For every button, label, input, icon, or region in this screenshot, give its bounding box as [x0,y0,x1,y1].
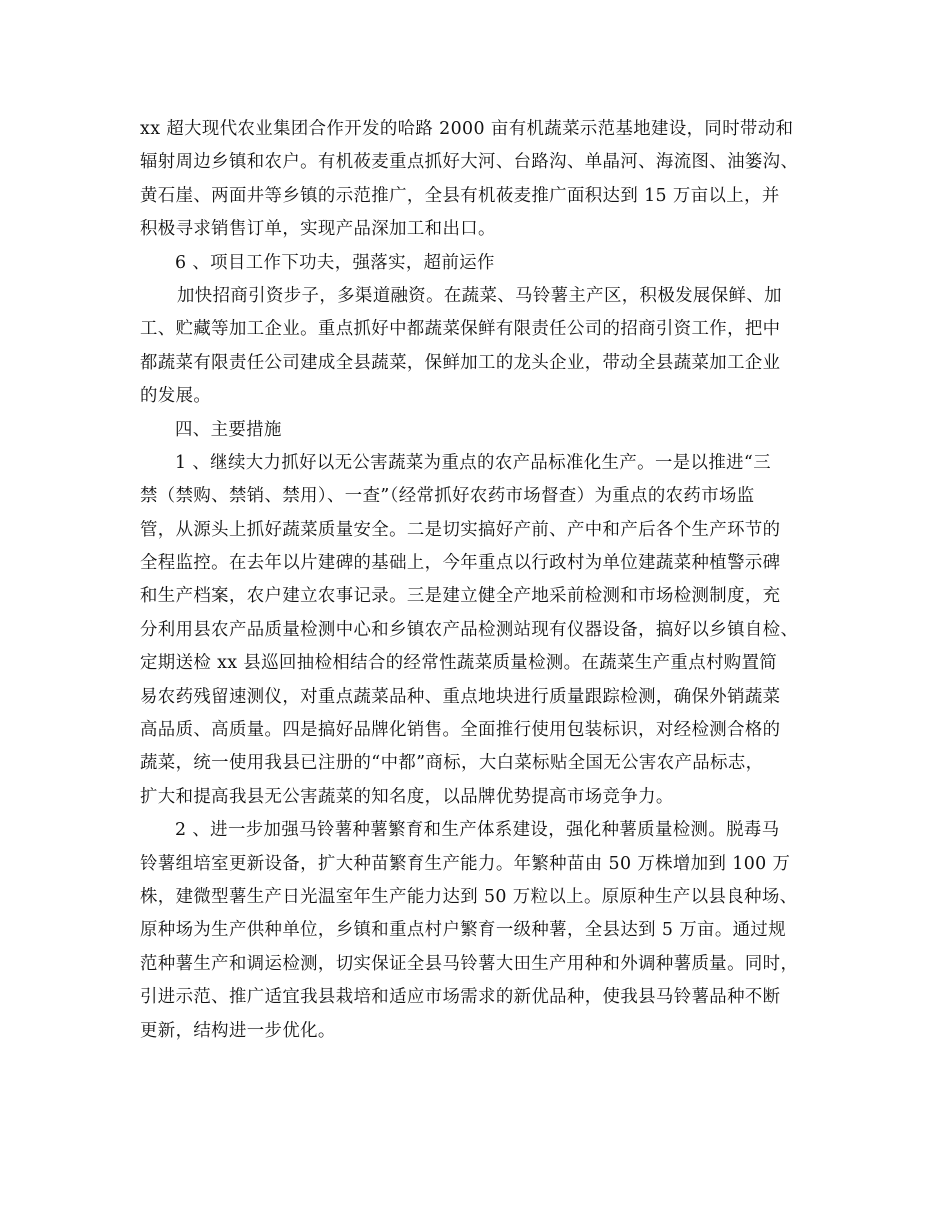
text-line: xx 超大现代农业集团合作开发的哈路 2000 亩有机蔬菜示范基地建设，同时带动和 [140,119,794,139]
text-line: 工、贮藏等加工企业。重点抓好中都蔬菜保鲜有限责任公司的招商引资工作，把中 [140,319,781,340]
text-line: 辐射周边乡镇和农户。有机莜麦重点抓好大河、台路沟、单晶河、海流图、油篓沟、 [140,152,799,173]
text-line: 更新，结构进一步优化。 [140,1020,336,1041]
text-line: 株，建微型薯生产日光温室年生产能力达到 50 万粒以上。原原种生产以县良种场、 [140,886,798,907]
text-line: 蔬菜，统一使用我县已注册的“中都”商标，大白菜标贴全国无公害农产品标志， [140,753,764,774]
text-line: 引进示范、推广适宜我县栽培和适应市场需求的新优品种，使我县马铃薯品种不断 [140,987,781,1008]
text-line: 原种场为生产供种单位，乡镇和重点村户繁育一级种薯，全县达到 5 万亩。通过规 [140,920,786,941]
text-line: 易农药残留速测仪，对重点蔬菜品种、重点地块进行质量跟踪检测，确保外销蔬菜 [140,686,781,707]
text-line: 积极寻求销售订单，实现产品深加工和出口。 [140,219,496,240]
text-line: 都蔬菜有限责任公司建成全县蔬菜，保鲜加工的龙头企业，带动全县蔬菜加工企业 [140,352,781,373]
text-line: 禁（禁购、禁销、禁用）、一查”（经常抓好农药市场督查）为重点的农药市场监 [140,486,755,507]
document-body [140,113,816,1048]
text-line: 铃薯组培室更新设备，扩大种苗繁育生产能力。年繁种苗由 50 万株增加到 100 万 [140,853,791,874]
text-line: 加快招商引资步子，多渠道融资。在蔬菜、马铃薯主产区，积极发展保鲜、加 [177,285,782,306]
text-line: 范种薯生产和调运检测，切实保证全县马铃薯大田生产用种和外调种薯质量。同时， [140,953,799,974]
section-heading: 6 、项目工作下功夫，强落实，超前运作 [175,252,495,273]
text-line: 黄石崖、两面井等乡镇的示范推广，全县有机莜麦推广面积达到 15 万亩以上，并 [140,185,780,206]
section-heading: 四、主要措施 [175,419,282,440]
text-line: 全程监控。在去年以片建碑的基础上，今年重点以行政村为单位建蔬菜种植警示碑 [140,553,781,574]
text-line: 和生产档案，农户建立农事记录。三是建立健全产地采前检测和市场检测制度，充 [140,586,781,607]
text-line: 管，从源头上抓好蔬菜质量安全。二是切实搞好产前、产中和产后各个生产环节的 [140,519,781,540]
text-line: 定期送检 xx 县巡回抽检相结合的经常性蔬菜质量检测。在蔬菜生产重点村购置简 [140,653,778,674]
text-line: 扩大和提高我县无公害蔬菜的知名度，以品牌优势提高市场竞争力。 [140,786,674,807]
text-line: 高品质、高质量。四是搞好品牌化销售。全面推行使用包装标识，对经检测合格的 [140,720,781,741]
text-line: 的发展。 [140,386,212,407]
text-line: 2 、进一步加强马铃薯种薯繁育和生产体系建设，强化种薯质量检测。脱毒马 [175,820,780,841]
text-line: 分利用县农产品质量检测中心和乡镇农产品检测站现有仪器设备，搞好以乡镇自检、 [140,619,799,640]
text-line: 1 、继续大力抓好以无公害蔬菜为重点的农产品标准化生产。一是以推进“三 [175,452,771,473]
